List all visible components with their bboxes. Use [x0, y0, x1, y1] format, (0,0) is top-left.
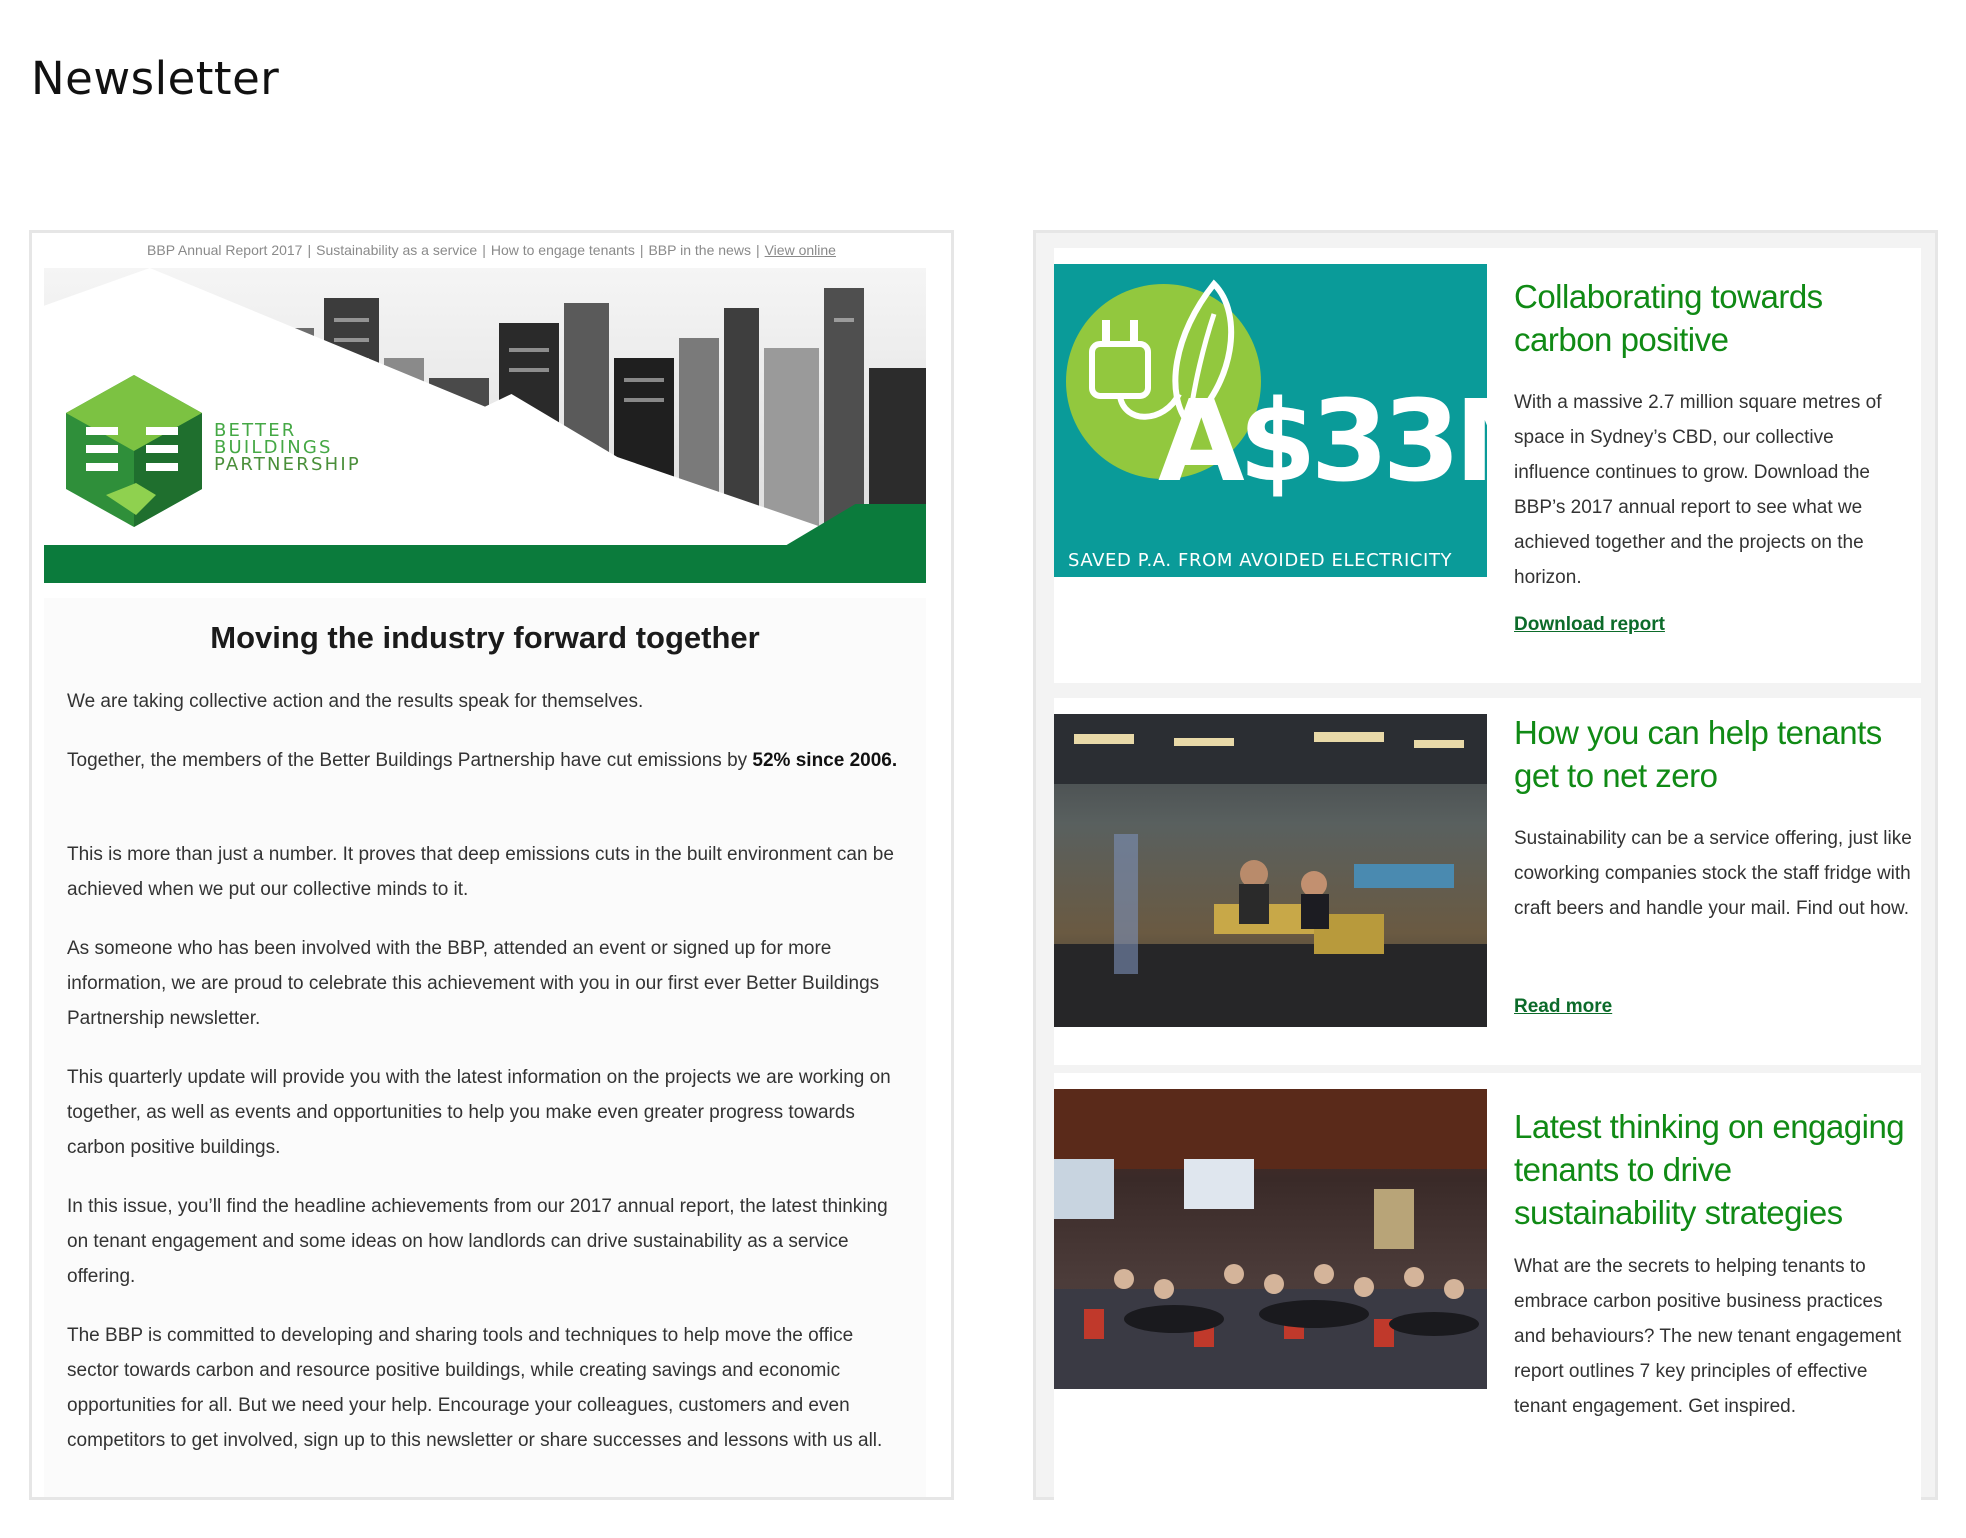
article-body: Sustainability can be a service offering, just like coworking companies stock the staff fridge with craft beers and handle your mail. Find out how. [1514, 828, 1912, 919]
brand-line: BUILDINGS [214, 437, 333, 458]
article-card-net-zero [1054, 698, 1921, 1065]
paragraph-emissions [67, 743, 907, 778]
savings-amount: A$33M [1158, 377, 1560, 507]
article-title[interactable]: Collaborating towards carbon positive [1514, 278, 1823, 358]
topnav-separator: | [755, 242, 760, 258]
workshop-event-photo [1054, 1089, 1487, 1389]
coworking-photo-illustration [1054, 714, 1487, 1027]
paragraph: As someone who has been involved with the BBP, attended an event or signed up for more information, we are proud to celebrate this achievement with you in our first ever Better Buildings Partnership newsletter. [67, 938, 880, 1029]
newsletter-body [44, 598, 926, 1497]
article-title[interactable]: How you can help tenants get to net zero [1514, 714, 1882, 794]
workshop-photo-illustration [1054, 1089, 1487, 1389]
article-card-tenant-engagement [1054, 1073, 1921, 1503]
article-title[interactable]: Latest thinking on engaging tenants to drive sustainability strategies [1514, 1108, 1905, 1231]
read-more-link[interactable]: Read more [1514, 996, 1613, 1017]
brand-line: PARTNERSHIP [214, 454, 361, 475]
topnav-link-annual-report[interactable]: BBP Annual Report 2017 [147, 242, 303, 258]
articles-panel [1033, 230, 1938, 1500]
article-body: With a massive 2.7 million square metres of space in Sydney’s CBD, our collective influence continues to grow. Download the BBP’s 2017 annual report to see what we achieved together and the projects on the horizon. [1514, 392, 1882, 588]
newsletter-preview [29, 230, 954, 1500]
newsletter-heading: Moving the industry forward together [210, 620, 760, 655]
download-report-link[interactable]: Download report [1514, 614, 1665, 635]
emissions-stat: 52% since 2006. [752, 750, 898, 771]
page-title: Newsletter [31, 52, 280, 105]
paragraph: We are taking collective action and the results speak for themselves. [67, 691, 644, 712]
article-body: What are the secrets to helping tenants to embrace carbon positive business practices and behaviours? The new tenant engagement report outlines 7 key principles of effective tenant engagement. Get inspired. [1514, 1256, 1902, 1417]
banner-green-band [44, 545, 926, 583]
newsletter-topnav [32, 233, 951, 267]
paragraph: In this issue, you’ll find the headline achievements from our 2017 annual report, the latest thinking on tenant engagement and some ideas on how landlords can drive sustainability as a service offering. [67, 1196, 888, 1287]
topnav-link-sustainability[interactable]: Sustainability as a service [316, 242, 478, 258]
bbp-logo-icon [66, 375, 202, 527]
bbp-brand-text [214, 422, 361, 473]
topnav-link-engage-tenants[interactable]: How to engage tenants [490, 242, 635, 258]
topnav-link-news[interactable]: BBP in the news [648, 242, 751, 258]
savings-caption: SAVED P.A. FROM AVOIDED ELECTRICITY [1068, 550, 1453, 571]
coworking-space-photo [1054, 714, 1487, 1027]
article-card-annual-report [1054, 248, 1921, 683]
topnav-separator: | [639, 242, 644, 258]
brand-line: BETTER [214, 420, 297, 441]
topnav-separator: | [307, 242, 312, 258]
topnav-separator: | [482, 242, 486, 258]
newsletter-banner [44, 268, 926, 583]
paragraph: This is more than just a number. It proves that deep emissions cuts in the built environment can be achieved when we put our collective minds to it. [67, 844, 894, 900]
savings-infographic-image [1054, 264, 1560, 577]
paragraph: This quarterly update will provide you with the latest information on the projects we are working on together, as well as events and opportunities to help you make even greater progress towards carbon positive buildings. [67, 1067, 891, 1158]
view-online-link[interactable]: View online [764, 242, 836, 258]
paragraph-text: Together, the members of the Better Buildings Partnership have cut emissions by [67, 750, 753, 771]
paragraph: The BBP is committed to developing and sharing tools and techniques to help move the office sector towards carbon and resource positive buildings, while creating savings and economic opportunities for all. But we need your help. Encourage your colleagues, customers and even competitors to get involved, sign up to this newsletter or share successes and lessons with us all. [67, 1325, 883, 1451]
